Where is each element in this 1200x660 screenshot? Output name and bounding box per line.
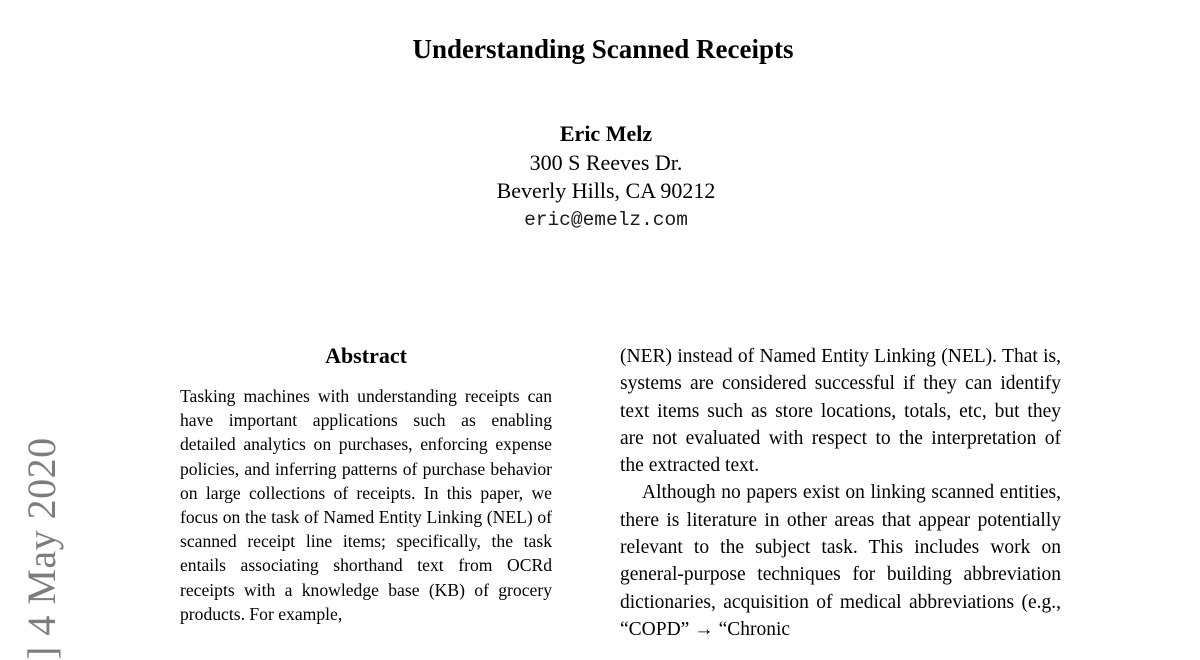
author-name: Eric Melz	[559, 121, 653, 146]
left-column	[180, 340, 552, 626]
author-block	[0, 120, 1200, 234]
body-paragraph-1: (NER) instead of Named Entity Linking (NEL). That is, systems are considered successful if they can identify text items such as store locations, totals, etc, but they are not evaluated with respect to the interpretation of the extracted text.	[620, 346, 1061, 477]
abstract-text: Tasking machines with understanding receipts can have important applications such as enabling detailed analytics on purchases, enforcing expense policies, and inferring patterns of purchase behavior on large collections of receipts. In this paper, we focus on the task of Named Entity Linking (NEL) of scanned receipt line items; specifically, the task entails associating shorthand text from OCRd receipts with a knowledge base (KB) of grocery products. For example,	[180, 386, 552, 624]
abstract-heading: Abstract	[325, 343, 407, 368]
author-email: eric@emelz.com	[524, 208, 688, 231]
arxiv-side-stamp-text: ] 4 May 2020	[19, 437, 64, 660]
body-paragraph-2: Although no papers exist on linking scanned entities, there is literature in other areas that appear potentially relevant to the subject task. This includes work on general-purpose techniques for building abbreviation dictionaries, acquisition of medical abbreviations (e.g., “COPD” → “Chronic	[620, 482, 1061, 640]
right-column	[620, 343, 1061, 643]
author-address-line1: 300 S Reeves Dr.	[529, 149, 683, 175]
paper-title: Understanding Scanned Receipts	[412, 34, 794, 64]
arxiv-side-stamp	[14, 420, 74, 660]
author-address-line2: Beverly Hills, CA 90212	[496, 178, 716, 203]
